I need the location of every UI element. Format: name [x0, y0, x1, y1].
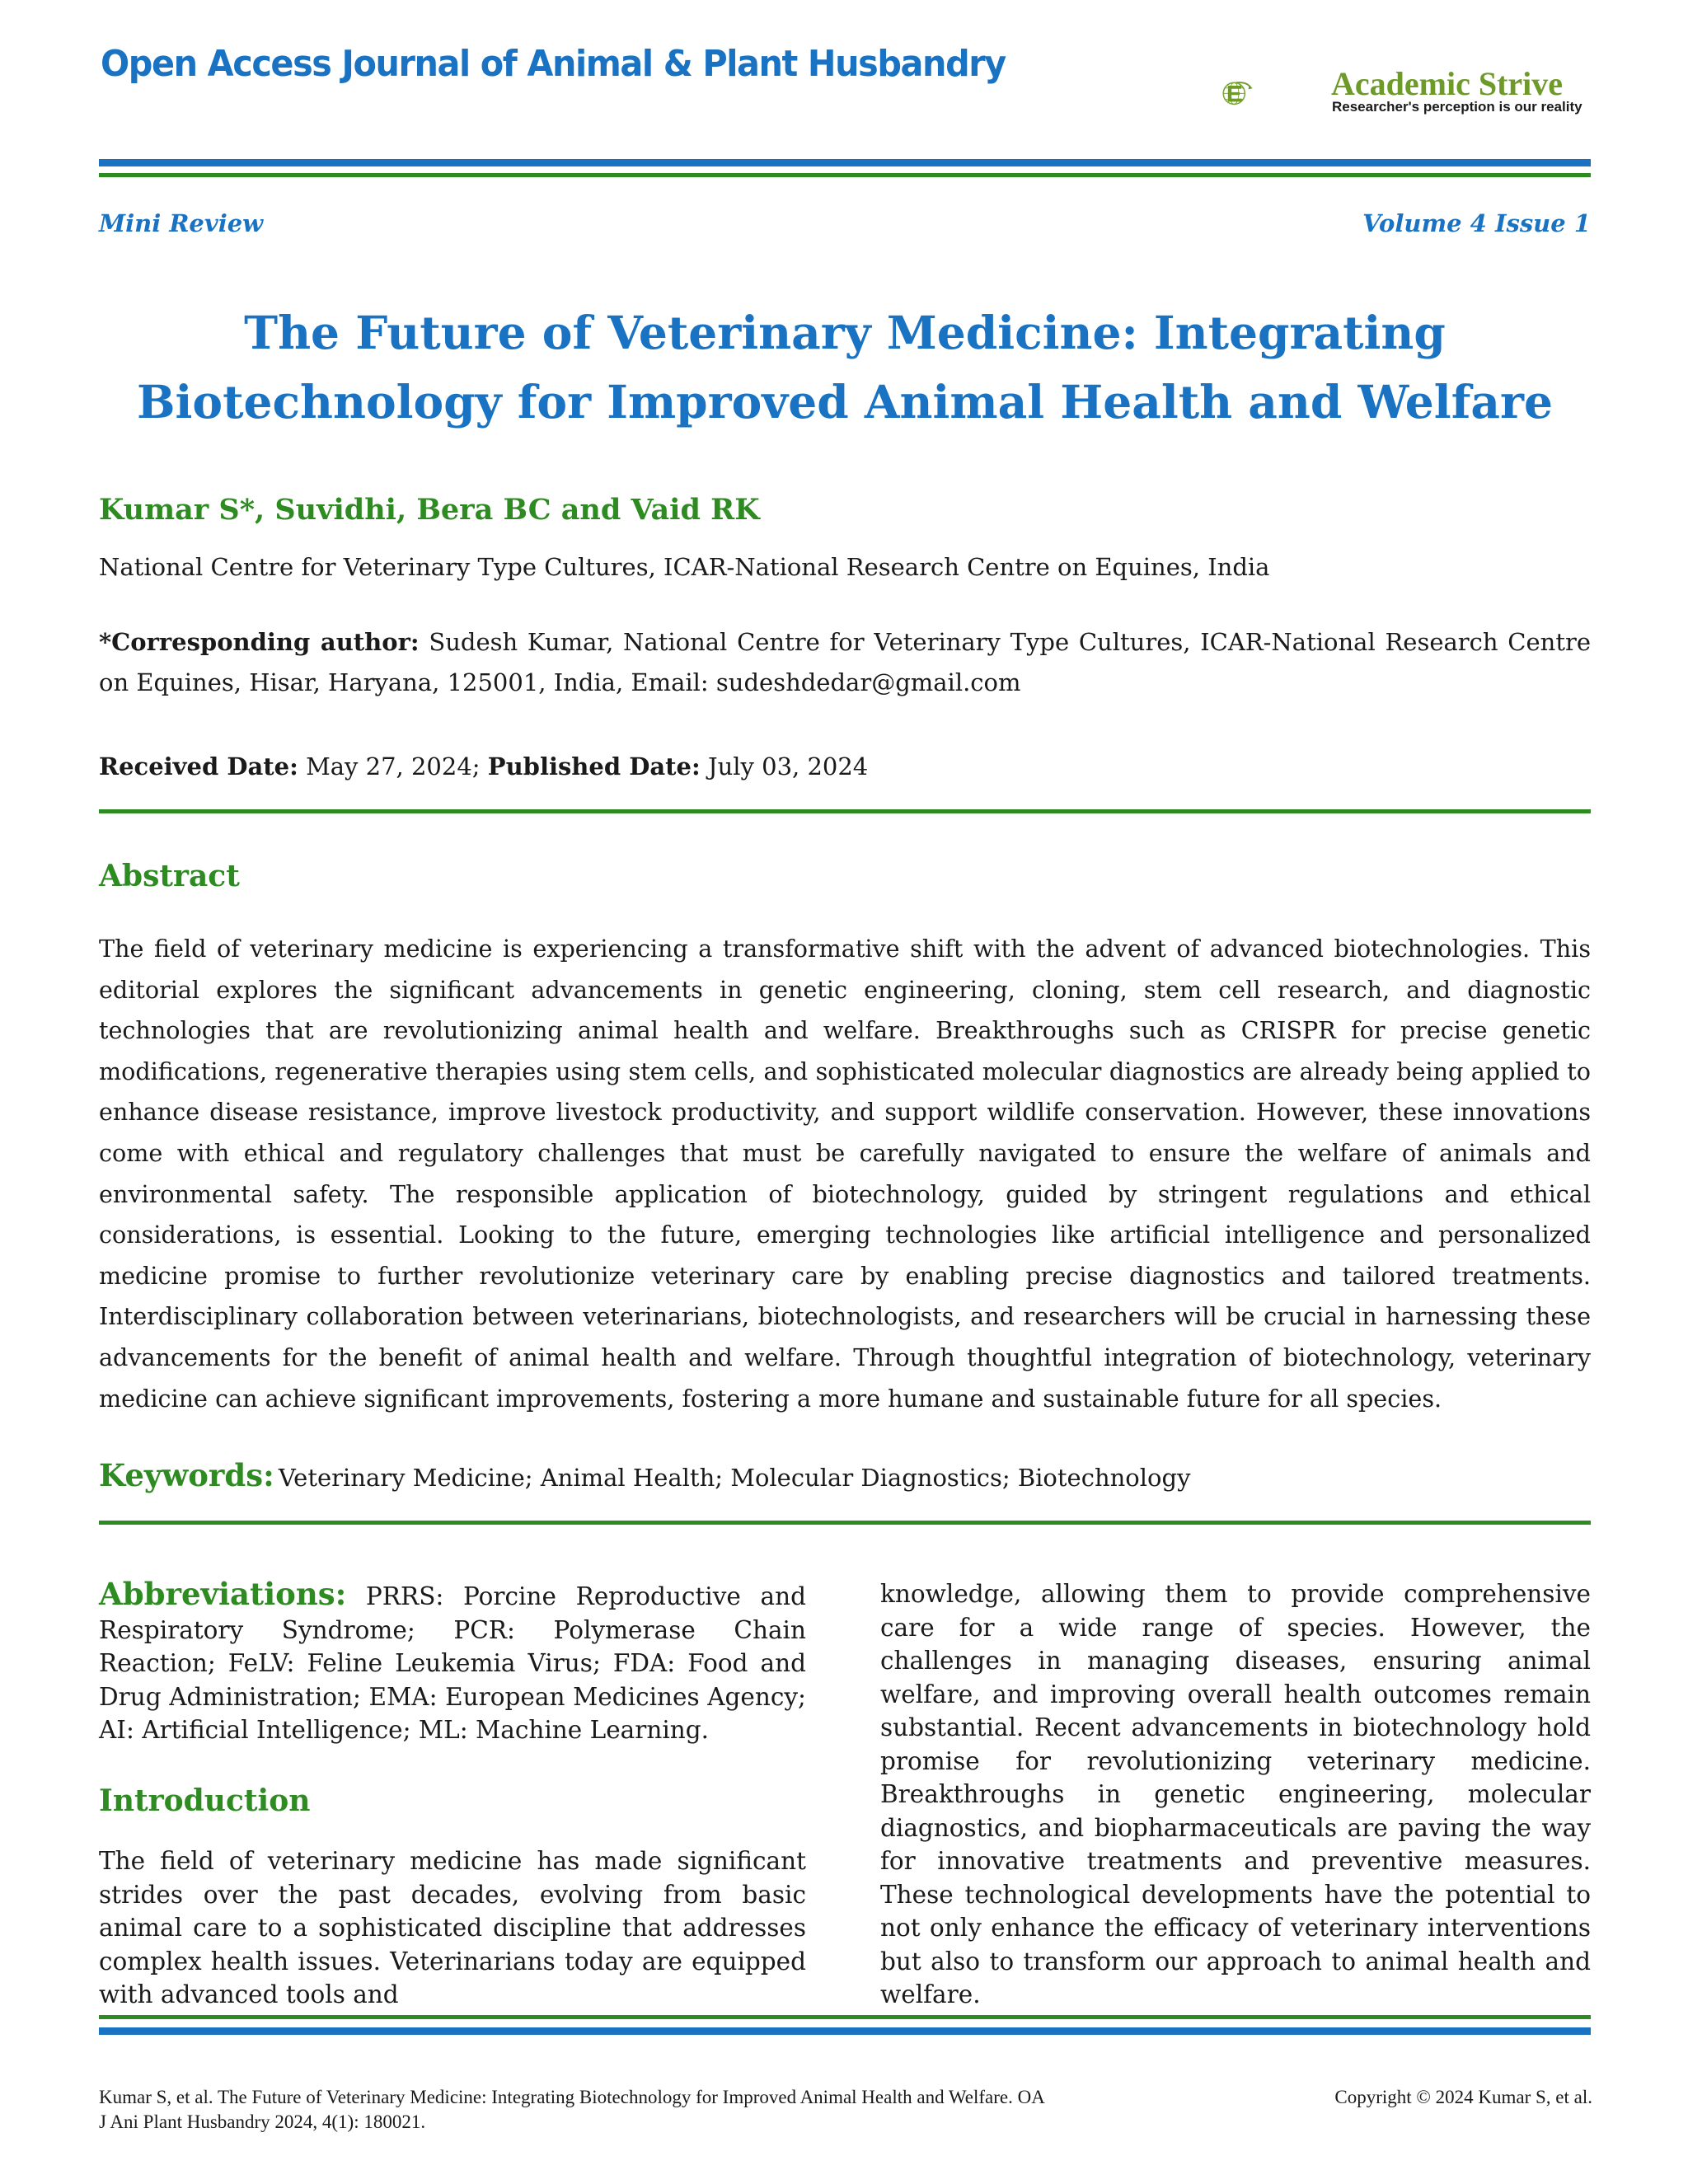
keywords-text: Veterinary Medicine; Animal Health; Molecular Diagnostics; Biotechnology	[278, 1464, 1191, 1492]
corresponding-label: *Corresponding author:	[99, 628, 420, 656]
footer-citation: Kumar S, et al. The Future of Veterinary Medicine: Integrating Biotechnology for Improved Animal Health and Welfare. OA J Ani Plant Husbandry 2024, 4(1): 180021.	[99, 2087, 1044, 2132]
published-date: July 03, 2024	[707, 752, 869, 780]
abbreviations	[99, 1577, 806, 1747]
abbreviations-text: PRRS: Porcine Reproductive and Respiratory Syndrome; PCR: Polymerase Chain Reaction; FeLV: Feline Leukemia Virus; FDA: Food and Drug Administration; EMA: European Medicines Agency; AI: Artificial Intelligence; ML: Machine Learning.	[99, 1582, 806, 1744]
corresponding-author	[99, 622, 1591, 703]
keywords-label: Keywords:	[99, 1457, 274, 1493]
received-label: Received Date:	[99, 752, 298, 780]
introduction-left-text: The field of veterinary medicine has made significant strides over the past decades, evolving from basic animal care to a sophisticated discipline that addresses complex health issues. Veterinarians today are equipped with advanced tools and	[99, 1847, 806, 2008]
header-rule-green	[99, 173, 1591, 177]
header-rule-blue	[99, 159, 1591, 166]
abstract-text: The field of veterinary medicine is experiencing a transformative shift with the advent of advanced biotechnologies. This editorial explores the significant advancements in genetic engineering, cloning, stem cell research, and diagnostic technologies that are revolutionizing animal health and welfare. Breakthroughs such as CRISPR for precise genetic modifications, regenerative therapies using stem cells, and sophisticated molecular diagnostics are already being applied to enhance disease resistance, improve livestock productivity, and support wildlife conservation. However, these innovations come with ethical and regulatory challenges that must be carefully navigated to ensure the welfare of animals and environmental safety. The responsible application of biotechnology, guided by stringent regulations and ethical considerations, is essential. Looking to the future, emerging technologies like artificial intelligence and personalized medicine promise to further revolutionize veterinary care by enabling precise diagnostics and tailored treatments. Interdisciplinary collaboration between veterinarians, biotechnologists, and researchers will be crucial in harnessing these advancements for the benefit of animal health and welfare. Through thoughtful integration of biotechnology, veterinary medicine can achieve significant improvements, fostering a more humane and sustainable future for all species.	[99, 935, 1591, 1413]
footer-rule-green	[99, 2015, 1591, 2019]
received-date: May 27, 2024;	[306, 752, 481, 780]
volume-issue: Volume 4 Issue 1	[1362, 209, 1591, 237]
divider-rule-2	[99, 1521, 1591, 1525]
logo-name: Academic Strive	[1331, 65, 1564, 102]
affiliation: National Centre for Veterinary Type Cultures, ICAR-National Research Centre on Equines, India	[99, 553, 1270, 581]
article-type: Mini Review	[99, 209, 264, 237]
published-label: Published Date:	[487, 752, 701, 780]
keywords	[99, 1457, 1190, 1498]
article-title: The Future of Veterinary Medicine: Integrating Biotechnology for Improved Animal Health and Welfare	[137, 306, 1553, 429]
logo-tagline: Researcher's perception is our reality	[1332, 99, 1582, 115]
abbreviations-label: Abbreviations:	[99, 1576, 347, 1612]
introduction-heading: Introduction	[99, 1783, 311, 1818]
dates	[99, 747, 868, 787]
footer-copyright: Copyright © 2024 Kumar S, et al.	[1334, 2087, 1592, 2107]
authors: Kumar S*, Suvidhi, Bera BC and Vaid RK	[99, 493, 760, 527]
introduction-right-text: knowledge, allowing them to provide comprehensive care for a wide range of species. However, the challenges in managing diseases, ensuring animal welfare, and improving overall health outcomes remain substantial. Recent advancements in biotechnology hold promise for revolutionizing veterinary medicine. Breakthroughs in genetic engineering, molecular diagnostics, and biopharmaceuticals are paving the way for innovative treatments and preventive measures. These technological developments have the potential to not only enhance the efficacy of veterinary interventions but also to transform our approach to animal health and welfare.	[880, 1580, 1591, 2008]
corresponding-text: Sudesh Kumar, National Centre for Veterinary Type Cultures, ICAR-National Research Centre on Equines, Hisar, Haryana, 125001, India, Email: sudeshdedar@gmail.com	[99, 628, 1592, 696]
divider-rule	[99, 809, 1591, 813]
footer-rule-blue	[99, 2027, 1591, 2035]
journal-title: Open Access Journal of Animal & Plant Husbandry	[101, 43, 1006, 85]
abstract-heading: Abstract	[99, 859, 240, 893]
academic-strive-logo-icon	[1218, 51, 1334, 137]
